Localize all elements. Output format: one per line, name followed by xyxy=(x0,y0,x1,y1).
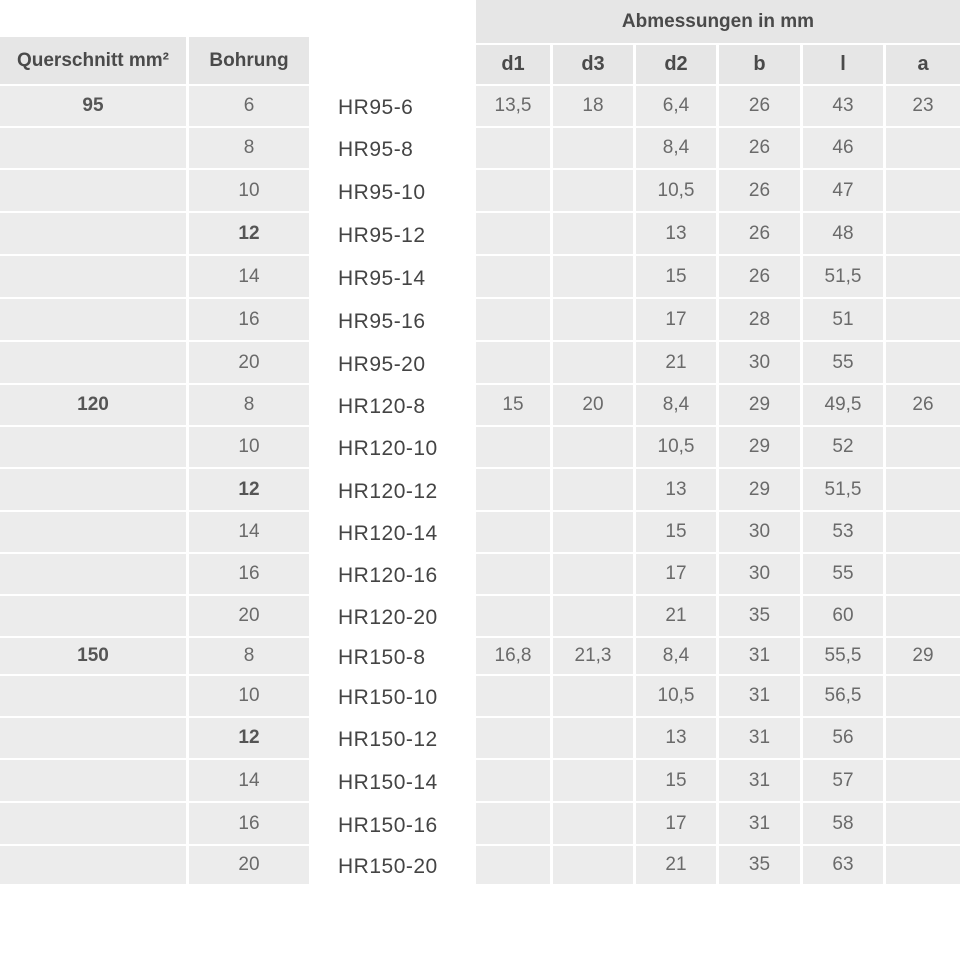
cell-b: 30 xyxy=(719,512,800,552)
cell-b: 31 xyxy=(719,718,800,758)
cell-d3 xyxy=(553,760,633,801)
cell-bohrung: 10 xyxy=(189,170,309,211)
cell-a xyxy=(886,170,960,211)
cell-d3 xyxy=(553,676,633,716)
cell-bohrung: 10 xyxy=(189,427,309,467)
cell-d1 xyxy=(476,803,550,844)
cell-d3 xyxy=(553,596,633,636)
cell-b: 29 xyxy=(719,385,800,425)
cell-a: 23 xyxy=(886,86,960,126)
cell-b: 28 xyxy=(719,299,800,340)
model-number: HR95-12 xyxy=(338,224,426,247)
cell-bohrung: 14 xyxy=(189,256,309,297)
cell-d1 xyxy=(476,760,550,801)
model-number: HR150-10 xyxy=(338,686,438,709)
cell-a xyxy=(886,718,960,758)
cell-b: 31 xyxy=(719,803,800,844)
cell-a xyxy=(886,469,960,510)
cell-q xyxy=(0,596,186,636)
cell-d3 xyxy=(553,213,633,254)
cell-bohrung: 20 xyxy=(189,342,309,383)
cell-d1: 15 xyxy=(476,385,550,425)
cell-b: 26 xyxy=(719,213,800,254)
cell-a: 29 xyxy=(886,638,960,674)
model-number: HR120-12 xyxy=(338,480,438,503)
cell-d1 xyxy=(476,256,550,297)
cell-d2: 8,4 xyxy=(636,385,716,425)
cell-d2: 10,5 xyxy=(636,427,716,467)
model-number: HR150-14 xyxy=(338,771,438,794)
cell-q: 120 xyxy=(0,385,186,425)
cell-d3 xyxy=(553,256,633,297)
model-number: HR150-8 xyxy=(338,646,426,669)
cell-q xyxy=(0,512,186,552)
cell-b: 26 xyxy=(719,256,800,297)
cell-d1 xyxy=(476,512,550,552)
cell-l: 55 xyxy=(803,342,883,383)
cell-b: 29 xyxy=(719,427,800,467)
cell-bohrung: 14 xyxy=(189,760,309,801)
cell-b: 31 xyxy=(719,676,800,716)
model-number: HR120-8 xyxy=(338,395,426,418)
cell-q: 95 xyxy=(0,86,186,126)
cell-d1 xyxy=(476,128,550,168)
cell-a xyxy=(886,554,960,594)
cell-bohrung: 8 xyxy=(189,385,309,425)
cell-l: 48 xyxy=(803,213,883,254)
cell-d1 xyxy=(476,846,550,884)
cell-d1: 16,8 xyxy=(476,638,550,674)
cell-d3: 20 xyxy=(553,385,633,425)
cell-b: 26 xyxy=(719,86,800,126)
cell-l: 55,5 xyxy=(803,638,883,674)
cell-q xyxy=(0,128,186,168)
cell-a xyxy=(886,299,960,340)
cell-l: 57 xyxy=(803,760,883,801)
cell-bohrung: 16 xyxy=(189,803,309,844)
cell-d3 xyxy=(553,128,633,168)
cell-d3 xyxy=(553,718,633,758)
cell-d2: 17 xyxy=(636,554,716,594)
cell-bohrung: 12 xyxy=(189,213,309,254)
cell-a xyxy=(886,846,960,884)
model-number: HR120-10 xyxy=(338,437,438,460)
cell-d3 xyxy=(553,299,633,340)
header-l: l xyxy=(803,45,883,84)
model-number: HR150-16 xyxy=(338,814,438,837)
cell-bohrung: 12 xyxy=(189,718,309,758)
model-number: HR95-6 xyxy=(338,96,414,119)
cell-l: 51,5 xyxy=(803,469,883,510)
cell-bohrung: 6 xyxy=(189,86,309,126)
cell-bohrung: 14 xyxy=(189,512,309,552)
header-bohrung: Bohrung xyxy=(189,37,309,84)
cell-bohrung: 16 xyxy=(189,554,309,594)
cell-a xyxy=(886,803,960,844)
cell-d3: 18 xyxy=(553,86,633,126)
cell-l: 63 xyxy=(803,846,883,884)
cell-d1 xyxy=(476,427,550,467)
cell-q xyxy=(0,256,186,297)
model-number: HR120-16 xyxy=(338,564,438,587)
cell-d2: 13 xyxy=(636,718,716,758)
cell-q xyxy=(0,803,186,844)
cell-b: 29 xyxy=(719,469,800,510)
cell-d3 xyxy=(553,554,633,594)
cell-d1 xyxy=(476,213,550,254)
header-d3: d3 xyxy=(553,45,633,84)
cell-d3 xyxy=(553,170,633,211)
cell-d1 xyxy=(476,342,550,383)
cell-a xyxy=(886,512,960,552)
header-b: b xyxy=(719,45,800,84)
cell-a xyxy=(886,342,960,383)
cell-b: 31 xyxy=(719,760,800,801)
cell-q xyxy=(0,676,186,716)
header-d1: d1 xyxy=(476,45,550,84)
cell-l: 43 xyxy=(803,86,883,126)
cell-bohrung: 8 xyxy=(189,128,309,168)
cell-q xyxy=(0,554,186,594)
cell-l: 51,5 xyxy=(803,256,883,297)
cell-d2: 21 xyxy=(636,596,716,636)
cell-d3 xyxy=(553,469,633,510)
cell-d2: 10,5 xyxy=(636,170,716,211)
cell-bohrung: 12 xyxy=(189,469,309,510)
cell-l: 56,5 xyxy=(803,676,883,716)
cell-d2: 15 xyxy=(636,256,716,297)
cell-q: 150 xyxy=(0,638,186,674)
cell-d2: 17 xyxy=(636,803,716,844)
header-querschnitt: Querschnitt mm² xyxy=(0,37,186,84)
cell-d1 xyxy=(476,596,550,636)
cell-d1: 13,5 xyxy=(476,86,550,126)
model-number: HR150-20 xyxy=(338,855,438,878)
cell-d3 xyxy=(553,512,633,552)
cell-d3: 21,3 xyxy=(553,638,633,674)
cell-q xyxy=(0,170,186,211)
cell-q xyxy=(0,342,186,383)
cell-d2: 10,5 xyxy=(636,676,716,716)
cell-b: 30 xyxy=(719,342,800,383)
model-number: HR95-16 xyxy=(338,310,426,333)
cell-d2: 17 xyxy=(636,299,716,340)
cell-a xyxy=(886,676,960,716)
cell-b: 35 xyxy=(719,846,800,884)
cell-a xyxy=(886,128,960,168)
cell-d1 xyxy=(476,676,550,716)
cell-d3 xyxy=(553,803,633,844)
cell-bohrung: 8 xyxy=(189,638,309,674)
cell-a xyxy=(886,596,960,636)
cell-d2: 6,4 xyxy=(636,86,716,126)
model-number: HR150-12 xyxy=(338,728,438,751)
cell-d2: 21 xyxy=(636,846,716,884)
cell-l: 47 xyxy=(803,170,883,211)
cell-d1 xyxy=(476,718,550,758)
model-number: HR120-14 xyxy=(338,522,438,545)
cell-q xyxy=(0,469,186,510)
model-number: HR95-14 xyxy=(338,267,426,290)
cell-d2: 8,4 xyxy=(636,638,716,674)
header-abmessungen: Abmessungen in mm xyxy=(476,0,960,43)
cell-b: 30 xyxy=(719,554,800,594)
cell-d2: 8,4 xyxy=(636,128,716,168)
cell-b: 35 xyxy=(719,596,800,636)
cell-l: 52 xyxy=(803,427,883,467)
cell-d2: 15 xyxy=(636,512,716,552)
cell-q xyxy=(0,760,186,801)
cell-bohrung: 16 xyxy=(189,299,309,340)
cell-l: 49,5 xyxy=(803,385,883,425)
cell-q xyxy=(0,213,186,254)
model-number: HR120-20 xyxy=(338,606,438,629)
cell-d1 xyxy=(476,554,550,594)
cell-l: 46 xyxy=(803,128,883,168)
cell-a xyxy=(886,256,960,297)
cell-l: 53 xyxy=(803,512,883,552)
cell-bohrung: 20 xyxy=(189,846,309,884)
cell-b: 26 xyxy=(719,128,800,168)
cell-q xyxy=(0,299,186,340)
cell-d2: 13 xyxy=(636,469,716,510)
cell-a xyxy=(886,427,960,467)
cell-q xyxy=(0,718,186,758)
cell-l: 58 xyxy=(803,803,883,844)
cell-b: 26 xyxy=(719,170,800,211)
model-number: HR95-10 xyxy=(338,181,426,204)
model-number: HR95-8 xyxy=(338,138,414,161)
cell-d1 xyxy=(476,299,550,340)
cell-d1 xyxy=(476,469,550,510)
cell-d2: 15 xyxy=(636,760,716,801)
header-d2: d2 xyxy=(636,45,716,84)
header-a: a xyxy=(886,45,960,84)
cell-a: 26 xyxy=(886,385,960,425)
cell-d2: 13 xyxy=(636,213,716,254)
cell-a xyxy=(886,213,960,254)
cell-d3 xyxy=(553,427,633,467)
cell-bohrung: 20 xyxy=(189,596,309,636)
cell-l: 51 xyxy=(803,299,883,340)
cell-a xyxy=(886,760,960,801)
model-number: HR95-20 xyxy=(338,353,426,376)
cell-l: 60 xyxy=(803,596,883,636)
cell-l: 56 xyxy=(803,718,883,758)
cell-q xyxy=(0,427,186,467)
cell-l: 55 xyxy=(803,554,883,594)
cell-d3 xyxy=(553,846,633,884)
cell-d3 xyxy=(553,342,633,383)
cell-d2: 21 xyxy=(636,342,716,383)
cell-q xyxy=(0,846,186,884)
cell-bohrung: 10 xyxy=(189,676,309,716)
cell-d1 xyxy=(476,170,550,211)
cell-b: 31 xyxy=(719,638,800,674)
